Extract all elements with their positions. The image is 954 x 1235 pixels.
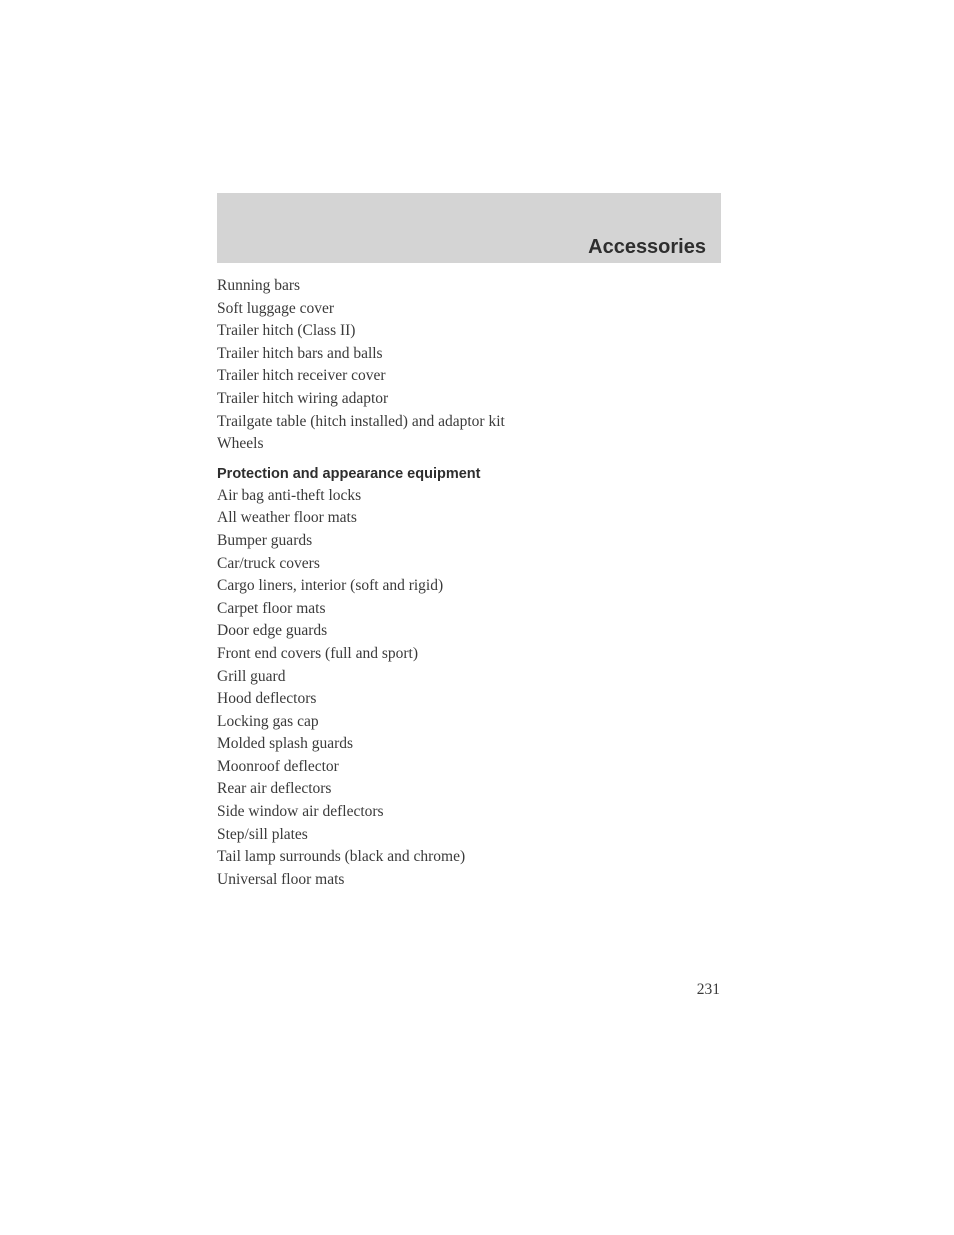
list-item: Locking gas cap [217, 712, 319, 730]
list-item: Molded splash guards [217, 735, 354, 753]
chapter-header-band [217, 193, 721, 263]
list-item: Trailer hitch receiver cover [217, 367, 386, 385]
list-item: Car/truck covers [217, 554, 320, 572]
list-item: Trailer hitch wiring adaptor [217, 389, 389, 407]
list-item: All weather floor mats [217, 509, 357, 527]
list-item: Wheels [217, 435, 264, 453]
list-item: Trailer hitch bars and balls [217, 344, 383, 362]
list-item: Moonroof deflector [217, 757, 339, 775]
list-item: Rear air deflectors [217, 780, 332, 798]
protection-equipment-list [217, 485, 721, 892]
page-content [217, 275, 721, 891]
list-item: Cargo liners, interior (soft and rigid) [217, 577, 444, 595]
chapter-title: Accessories [588, 236, 706, 258]
list-item: Hood deflectors [217, 690, 317, 708]
list-item: Trailer hitch (Class II) [217, 322, 356, 340]
list-item: Soft luggage cover [217, 299, 335, 317]
list-item: Universal floor mats [217, 870, 345, 888]
list-item: Step/sill plates [217, 825, 308, 843]
section-heading: Protection and appearance equipment [217, 465, 481, 482]
list-item: Side window air deflectors [217, 803, 384, 821]
accessory-list [217, 275, 721, 456]
list-item: Grill guard [217, 667, 286, 685]
list-item: Trailgate table (hitch installed) and adaptor kit [217, 412, 505, 430]
list-item: Front end covers (full and sport) [217, 644, 419, 662]
list-item: Carpet floor mats [217, 599, 326, 617]
list-item: Tail lamp surrounds (black and chrome) [217, 848, 466, 866]
list-item: Bumper guards [217, 531, 313, 549]
list-item: Running bars [217, 277, 301, 294]
list-item: Door edge guards [217, 622, 328, 640]
page-number: 231 [696, 981, 720, 998]
list-item: Air bag anti-theft locks [217, 486, 362, 504]
